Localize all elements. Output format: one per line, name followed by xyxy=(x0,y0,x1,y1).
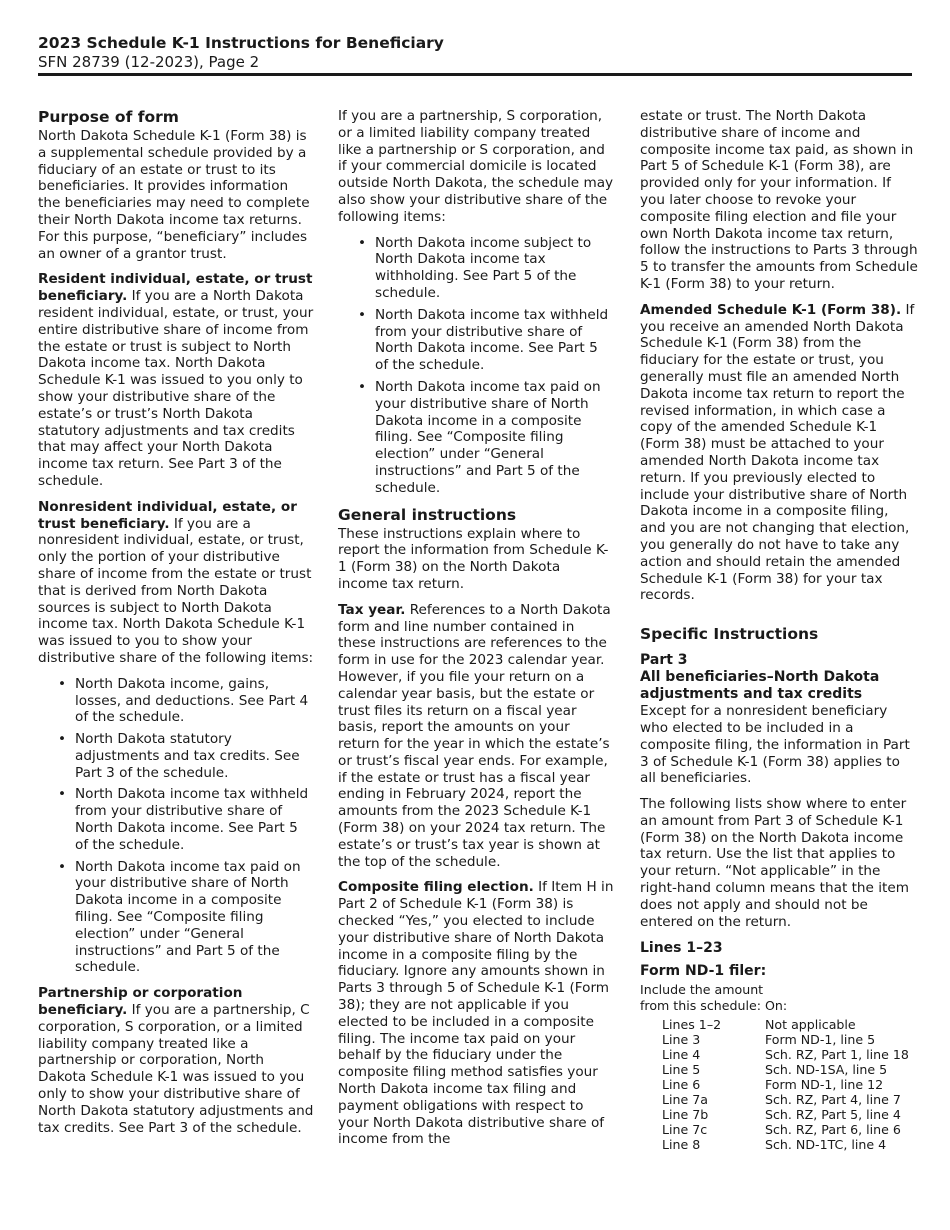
on-label: On: xyxy=(765,997,788,1013)
general-paragraph: These instructions explain where to report the information from Schedule K-1 (Form 38) on the North Dakota income tax return. xyxy=(338,525,609,592)
destination-cell: Form ND-1, line 12 xyxy=(765,1076,884,1092)
header-rule xyxy=(38,73,912,76)
section-heading-general: General instructions xyxy=(338,505,517,524)
resident-text: If you are a North Dakota resident individual, estate, or trust, your entire distributive share of income from the estate or trust is subject to North Dakota income tax. North Dakota Schedule K-1 was issued to you only to show your distributive share of the estate’s or trust’s North Dakota statutory adjustments and tax credits that may affect your North Dakota income tax return. See Part 3 of the schedule. xyxy=(38,288,314,489)
part3-heading: Part 3 xyxy=(640,652,688,669)
composite-lead: Composite filing election. xyxy=(338,879,534,896)
partnership-lead: Partnership or corporation beneficiary. xyxy=(38,985,243,1019)
lists-paragraph: The following lists show where to enter an amount from Part 3 of Schedule K-1 (Form 38) on the North Dakota income tax return. Use the list that applies to your return. “Not applicable” in the right-hand column means that the item does not apply and should not be entered on the return. xyxy=(640,796,909,930)
purpose-paragraph: North Dakota Schedule K-1 (Form 38) is a supplemental schedule provided by a fiduciary of an estate or trust to its beneficiaries. It provides information the beneficiaries may need to complete their North Dakota income tax returns. For this purpose, “beneficiary” includes an owner of a grantor trust. xyxy=(38,128,310,262)
page-header xyxy=(38,34,912,72)
list-item: • North Dakota income subject to North Dakota income tax withholding. See Part 5 of the schedule. xyxy=(375,235,614,302)
document-title: 2023 Schedule K-1 Instructions for Beneficiary xyxy=(38,34,444,52)
nonresident-bullet-list xyxy=(38,676,314,977)
section-heading-specific: Specific Instructions xyxy=(640,625,819,644)
line-mapping-table xyxy=(662,1017,909,1152)
schedule-line-cell: Line 8 xyxy=(662,1136,701,1152)
destination-cell: Sch. RZ, Part 1, line 18 xyxy=(765,1046,909,1062)
column-2 xyxy=(338,108,614,1157)
table-row xyxy=(662,1077,909,1092)
list-item: • North Dakota income tax paid on your distributive share of North Dakota income in a composite filing. See “Composite filing election” under “General instructions” and Part 5 of the schedule. xyxy=(375,379,614,497)
destination-cell: Sch. RZ, Part 5, line 4 xyxy=(765,1106,901,1122)
nonresident-paragraph xyxy=(38,499,314,667)
table-row xyxy=(662,1137,909,1152)
amended-text: If you receive an amended North Dakota Schedule K-1 (Form 38) from the fiduciary for the estate or trust, you generally must file an amended North Dakota income tax return to report the revised information, in which case a copy of the amended Schedule K-1 (Form 38) must be attached to your amended North Dakota income tax return. If you previously elected to include your distributive share of North Dakota income in a composite filing, and you are not changing that election, you generally do not have to take any action and should retain the amended Schedule K-1 (Form 38) for your tax records. xyxy=(640,301,915,604)
column-3 xyxy=(640,108,918,1152)
destination-cell: Sch. RZ, Part 4, line 7 xyxy=(765,1091,901,1107)
destination-cell: Not applicable xyxy=(765,1016,856,1032)
composite-text: If Item H in Part 2 of Schedule K-1 (Form 38) is checked “Yes,” you elected to include your distributive share of North Dakota income in a composite filing by the fiduciary. Ignore any amounts shown in Parts 3 through 5 of Schedule K-1 (Form 38); they are not applicable if you elected to be included in a composite filing. The income tax paid on your behalf by the fiduciary under the composite filing method satisfies your North Dakota income tax filing and payment obligations with respect to your North Dakota distributive share of income from the xyxy=(338,879,614,1148)
composite-paragraph xyxy=(338,879,614,1148)
amended-lead: Amended Schedule K-1 (Form 38). xyxy=(640,301,902,318)
destination-cell: Sch. ND-1TC, line 4 xyxy=(765,1136,887,1152)
include-label-1: Include the amount xyxy=(640,982,764,998)
table-row xyxy=(662,1047,909,1062)
schedule-line-cell: Line 3 xyxy=(662,1031,701,1047)
list-item: • North Dakota income tax withheld from your distributive share of North Dakota income. See Part 5 of the schedule. xyxy=(375,307,614,374)
schedule-line-cell: Line 6 xyxy=(662,1076,701,1092)
amended-paragraph xyxy=(640,302,918,604)
list-item: • North Dakota income tax paid on your distributive share of North Dakota income in a composite filing. See “Composite filing election” under “General instructions” and Part 5 of the schedule. xyxy=(75,859,314,977)
part3-paragraph: Except for a nonresident beneficiary who elected to be included in a composite filing, the information in Part 3 of Schedule K-1 (Form 38) applies to all beneficiaries. xyxy=(640,703,910,787)
partnership-paragraph xyxy=(38,985,314,1136)
schedule-line-cell: Line 7a xyxy=(662,1091,708,1107)
table-row xyxy=(662,1122,909,1137)
schedule-line-cell: Line 7c xyxy=(662,1121,708,1137)
schedule-line-cell: Line 5 xyxy=(662,1061,701,1077)
table-row xyxy=(662,1062,909,1077)
table-row xyxy=(662,1092,909,1107)
composite-continued-paragraph: estate or trust. The North Dakota distributive share of income and composite income tax paid, as shown in Part 5 of Schedule K-1 (Form 38), are provided only for your information. If you later choose to revoke your composite filing election and file your own North Dakota income tax return, follow the instructions to Parts 3 through 5 to transfer the amounts from Schedule K-1 (Form 38) to your return. xyxy=(640,108,918,292)
partnership-text: If you are a partnership, C corporation, S corporation, or a limited liability company treated like a partnership or corporation, North Dakota Schedule K-1 was issued to you only to show your distributive share of North Dakota statutory adjustments and tax credits. See Part 3 of the schedule. xyxy=(38,1002,314,1136)
resident-lead: Resident individual, estate, or trust beneficiary. xyxy=(38,271,313,305)
column-1 xyxy=(38,108,314,1145)
tax-year-lead: Tax year. xyxy=(338,601,406,618)
lines-heading: Lines 1–23 xyxy=(640,940,723,957)
partnership-intro-paragraph: If you are a partnership, S corporation, or a limited liability company treated like a partnership or S corporation, and if your commercial domicile is located outside North Dakota, the schedule may also show your distributive share of the following items: xyxy=(338,108,614,225)
nonresident-text: If you are a nonresident individual, estate, or trust, only the portion of your distributive share of income from the estate or trust that is derived from North Dakota sources is subject to North Dakota income tax. North Dakota Schedule K-1 was issued to you to show your distributive share of the following items: xyxy=(38,515,314,666)
part3-subheading: All beneficiaries–North Dakota adjustments and tax credits xyxy=(640,669,880,703)
list-item: • North Dakota income tax withheld from your distributive share of North Dakota income. See Part 5 of the schedule. xyxy=(75,786,314,853)
nonresident-lead: Nonresident individual, estate, or trust beneficiary. xyxy=(38,498,297,532)
resident-paragraph xyxy=(38,271,314,489)
destination-cell: Sch. ND-1SA, line 5 xyxy=(765,1061,888,1077)
schedule-line-cell: Line 7b xyxy=(662,1106,709,1122)
destination-cell: Sch. RZ, Part 6, line 6 xyxy=(765,1121,901,1137)
filer-heading: Form ND-1 filer: xyxy=(640,963,767,980)
tax-year-text: References to a North Dakota form and line number contained in these instructions are references to the form in use for the 2023 calendar year. However, if you file your return on a calendar year basis, but the estate or trust files its return on a fiscal year basis, report the amounts on your return for the year in which the estate’s or trust’s fiscal year ends. For example, if the estate or trust has a fiscal year ending in February 2024, report the amounts from the 2023 Schedule K-1 (Form 38) on your 2024 tax return. The estate’s or trust’s tax year is shown at the top of the schedule. xyxy=(338,601,611,870)
table-row xyxy=(662,1017,909,1032)
tax-year-paragraph xyxy=(338,602,614,871)
partnership-bullet-list xyxy=(338,235,614,497)
table-row xyxy=(662,1032,909,1047)
list-item: • North Dakota statutory adjustments and tax credits. See Part 3 of the schedule. xyxy=(75,731,314,781)
include-label-row xyxy=(640,998,918,1013)
destination-cell: Form ND-1, line 5 xyxy=(765,1031,876,1047)
include-label-2: from this schedule: xyxy=(640,997,761,1013)
form-number-page: SFN 28739 (12-2023), Page 2 xyxy=(38,53,260,71)
list-item: • North Dakota income, gains, losses, and deductions. See Part 4 of the schedule. xyxy=(75,676,314,726)
table-row xyxy=(662,1107,909,1122)
schedule-line-cell: Line 4 xyxy=(662,1046,701,1062)
schedule-line-cell: Lines 1–2 xyxy=(662,1016,722,1032)
section-heading-purpose: Purpose of form xyxy=(38,108,179,126)
